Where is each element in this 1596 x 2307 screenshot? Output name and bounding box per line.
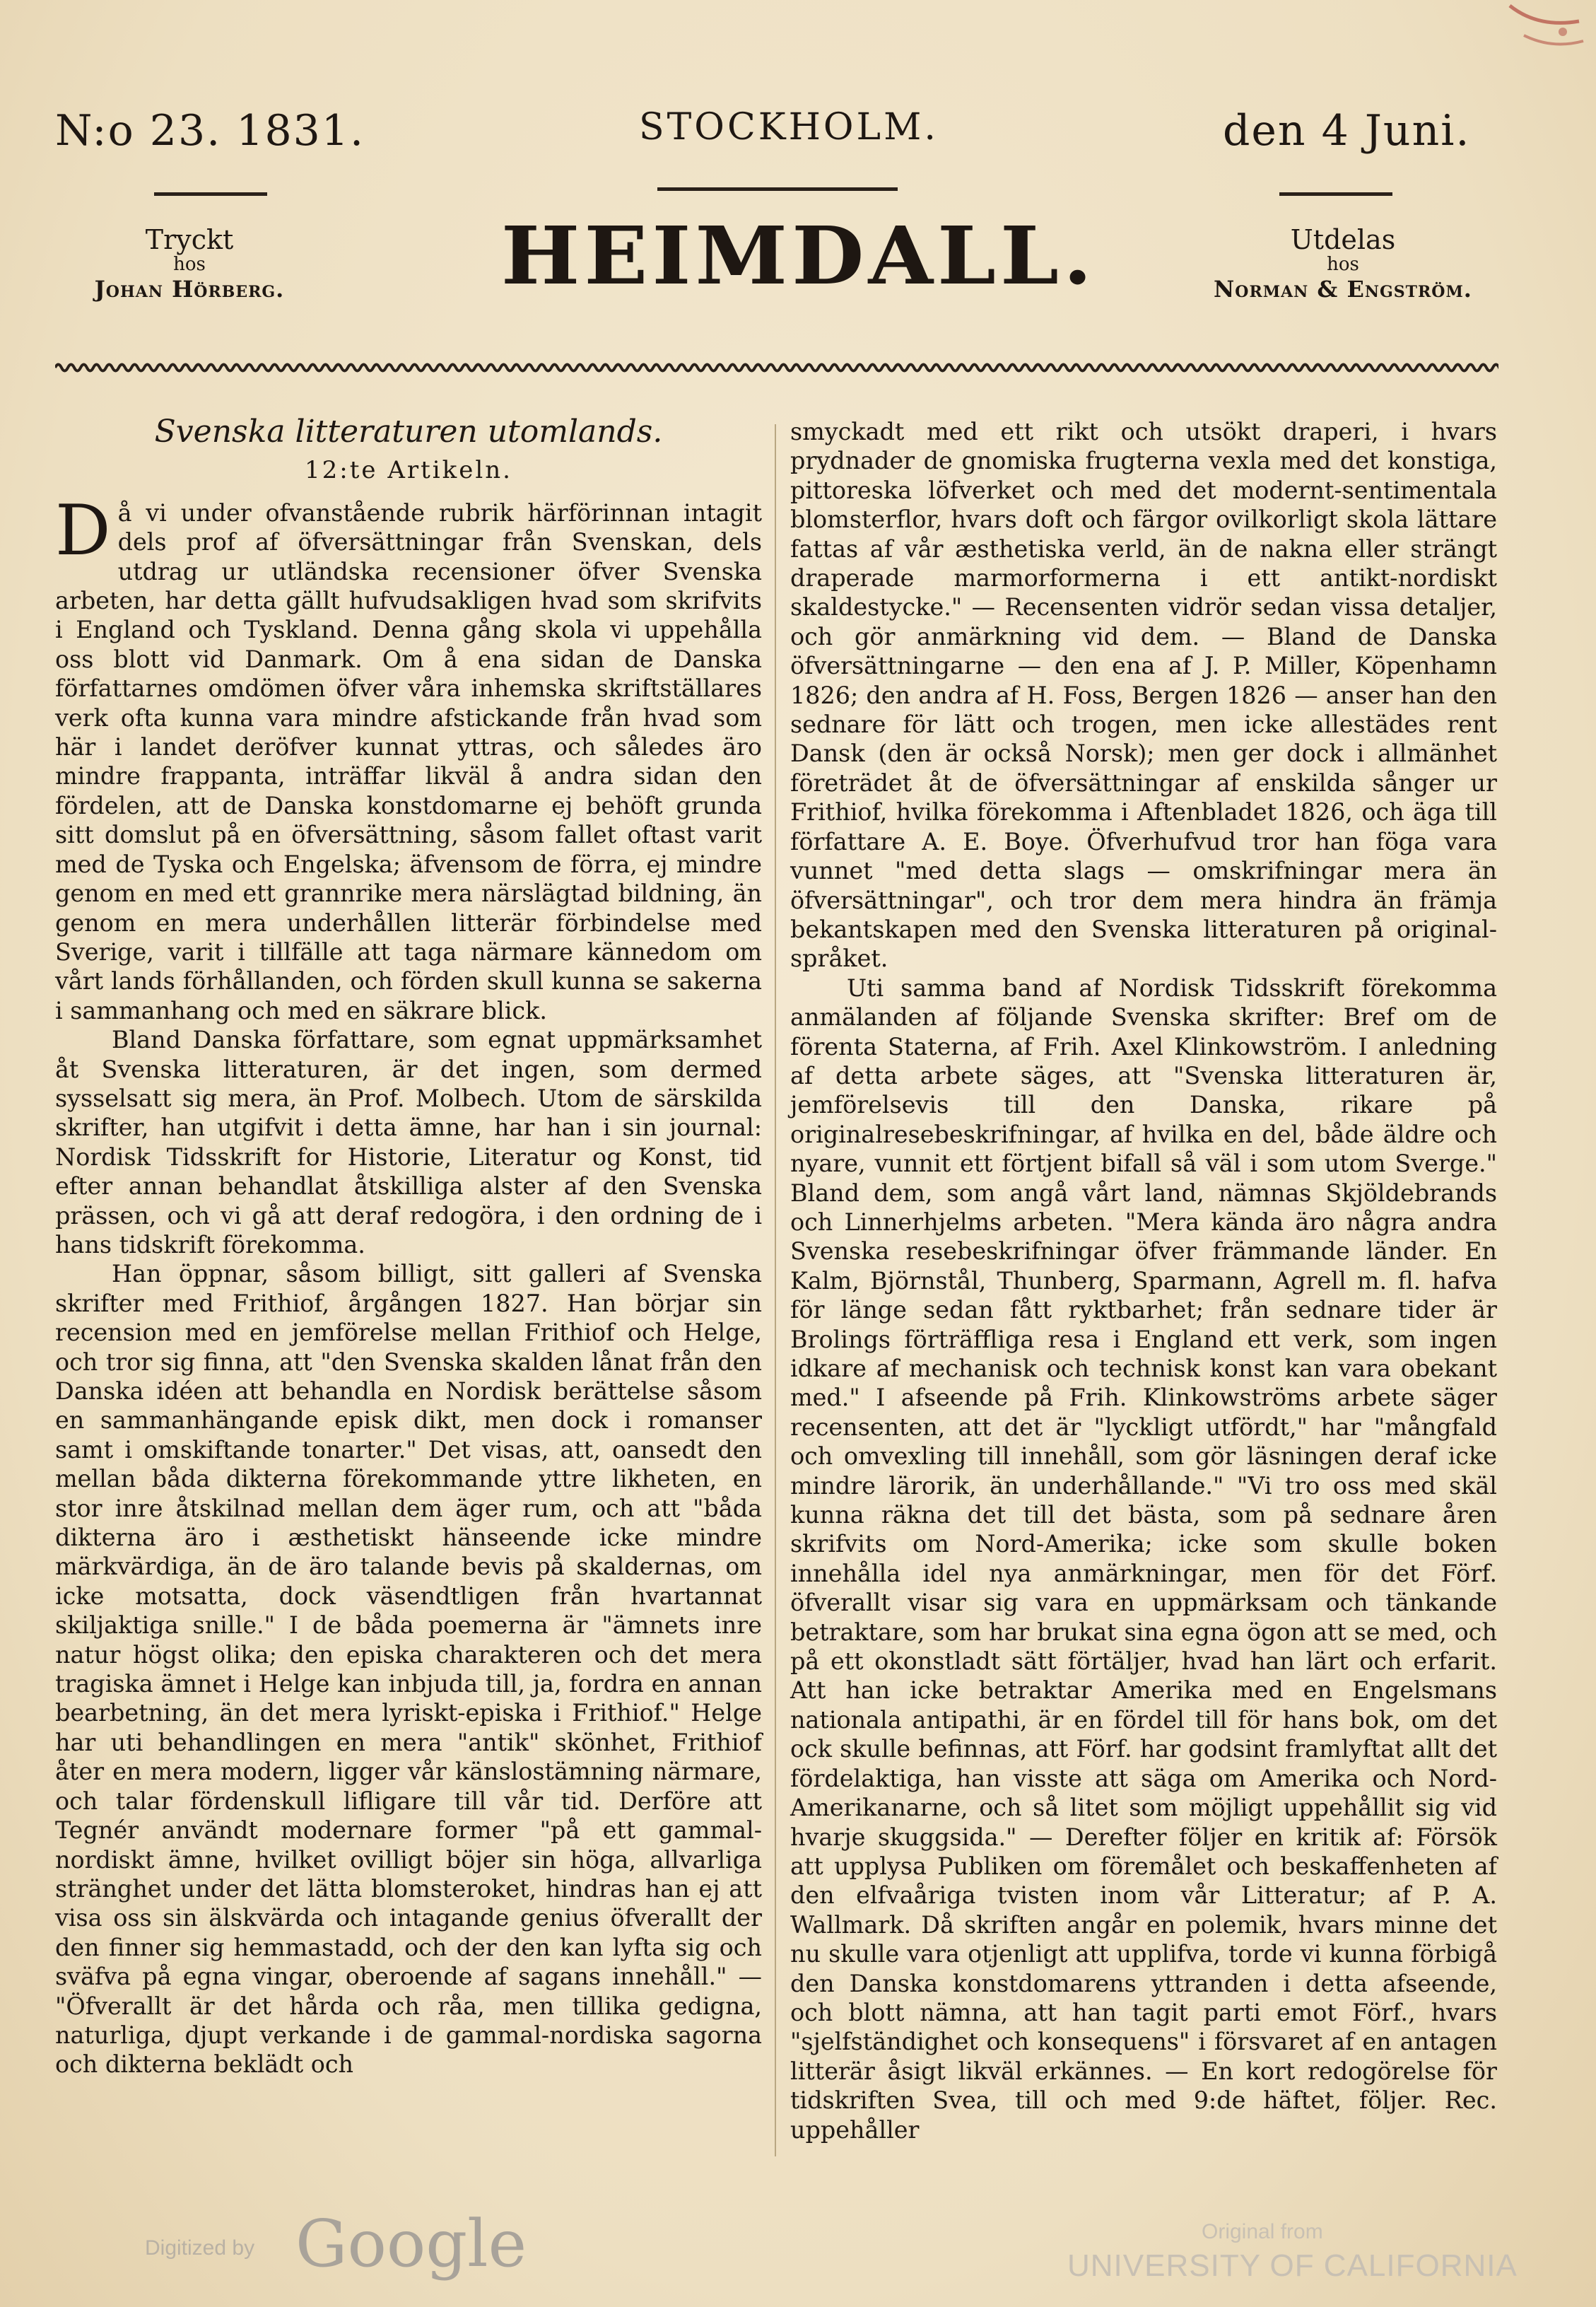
printer-name: Johan Hörberg. xyxy=(94,276,285,303)
printed-label: Tryckt xyxy=(145,224,234,255)
column-divider xyxy=(775,424,776,2156)
masthead-title: HEIMDALL. xyxy=(500,209,1097,303)
paragraph-4: smyckadt med ett rikt och utsökt draperi, i hvars prydnader de gnomiska frugterna vexla med det konstiga, pittoreska löfverket och med det modernt-sentimentala blomsterflor, hvars doft och färgor ovilkorligt skola lättare fattas af vår æsthetiska verld, än de nakna eller strängt draperade marmorformerna i ett antikt-nordiskt skaldestycke." — Recensenten vidrör sedan vissa detaljer, och gör anmärkning vid dem. — Bland de Danska öfversättningarne — den ena af J. P. Miller, Köpenhamn 1826; den andra af H. Foss, Bergen 1826 — anser han den sednare för lätt och trogen, men icke allestädes rent Dansk (den är också Norsk); men ger dock i allmänhet företrädet åt de öfversättningar af enskilda sånger ur Frithiof, hvilka förekomma i Aftenbladet 1826, och äga till författare A. E. Boye. Öfverhufvud tror han föga vara vunnet "med detta slags — omskrifningar mera än öfversättningar", och tror dem mera hindra än främja bekantskapen med den Svenska litteraturen på original-språket. xyxy=(790,418,1497,973)
digitized-by-label: Digitized by xyxy=(145,2236,255,2260)
header-rule-center xyxy=(657,187,898,191)
printer-block xyxy=(69,225,310,304)
left-column xyxy=(55,414,762,2192)
right-column xyxy=(790,417,1497,2192)
wavy-divider xyxy=(55,359,1498,376)
paragraph-2: Bland Danska författare, som egnat uppmärksamhet åt Svenska litteraturen, är det ingen, som dermed sysselsatt sig mera, än Prof. Molbech. Utom de särskilda skrifter, han utgifvit i detta ämne, har han i sin journal: Nordisk Tidsskrift for Historie, Literatur og Konst, tid efter annan behandlat åtskilliga alster af den Svenska prässen, och vi gå att deraf redogöra, i den ordning de i hans tidskrift förekomma. xyxy=(55,1026,762,1258)
university-label: UNIVERSITY OF CALIFORNIA xyxy=(1067,2248,1518,2283)
article-subtitle: 12:te Artikeln. xyxy=(305,456,512,485)
place-name: STOCKHOLM. xyxy=(639,106,939,148)
distributor-block xyxy=(1202,225,1484,304)
issue-number: N:o 23. 1831. xyxy=(55,106,365,156)
distributed-hos: hos xyxy=(1327,254,1359,275)
header-rule-right xyxy=(1279,192,1392,196)
article-title: Svenska litteraturen utomlands. xyxy=(154,414,663,450)
header-rule-left xyxy=(154,192,267,196)
paragraph-5: Uti samma band af Nordisk Tidsskrift förekomma anmälanden af följande Svenska skrifter: Bref om de förenta Staterna, af Frih. Axel Klinkowström. I anledning af detta arbete säges, att "Svenska litteraturen är, jemförelsevis till den Danska, rikare på originalresebeskrifningar, af hvilka en del, både äldre och nyare, vunnit ett förtjent bifall så väl i som utom Sverge." Bland dem, som angå vårt land, nämnas Skjöldebrands och Linnerhjelms arbeten. "Mera kända äro några andra Svenska resebeskrifningar öfver främmande länder. En Kalm, Björnstål, Thunberg, Sparmann, Agrell m. fl. hafva för länge sedan fått ryktbarhet; från sednare tider är Brolings förträffliga resa i England ett verk, som ingen idkare af mechanisk och technisk konst kan vara obekant med." I afseende på Frih. Klinkowströms arbete säger recensenten, att det är "lyckligt utfördt," har "mångfald och omvexling till innehåll, som gör läsningen deraf icke mindre lärorik, än underhållande." "Vi tro oss med skäl kunna räkna det till det bästa, som på sednare åren skrifvits om Nord-Amerika; icke som skulle boken innehålla idel nya anmärkningar, men för det Förf. öfverallt visar sig vara en uppmärksam och tänkande betraktare, som har brukat sina egna ögon att se med, och på ett okonstladt sätt förtäljer, hvad han lärt och erfarit. Att han icke betraktar Amerika med en Engelsmans nationala antipathi, är en fördel till för hans bok, om det ock skulle befinnas, att Förf. har godsint framlyftat allt det fördelaktiga, han visste att säga om Amerika och Nord-Amerikanarne, och så litet som möjligt uppehållit sig vid hvarje skuggsida." — Derefter följer en kritik af: Försök att upplysa Publiken om föremålet och beskaffenheten af den elfvaåriga tvisten inom vår Litteratur; af P. A. Wallmark. Då skriften angår en polemik, hvars minne det nu skulle vara otjenligt att upplifva, torde vi kunna förbigå den Danska konstdomarens yttranden i detta afseende, och blott nämna, att han tagit parti emot Förf., hvars "sjelfständighet och konsequens" i försvaret af en antagen litterär åsigt likväl erkännes. — En kort redogörelse för tidskriften Svea, till och med 9:de häftet, följer. Rec. uppehåller xyxy=(790,974,1497,2144)
issue-date: den 4 Juni. xyxy=(1223,106,1471,156)
library-stamp-mark xyxy=(1496,0,1588,71)
paragraph-1-text: å vi under ofvanstående rubrik härförinnan intagit dels prof af öfversättningar från Svenskan, dels utdrag ur utländska recensioner öfver Svenska arbeten, har detta gällt hufvudsakligen hvad som skrifvits i England och Tyskland. Denna gång skola vi uppehålla oss blott vid Danmark. Om å ena sidan de Danska författarnes omdömen öfver våra inhemska skriftställares verk ofta kunna vara mindre afstickande från hvad som här i landet deröfver kunnat yttras, och således äro mindre frappanta, inträffar likväl å andra sidan den fördelen, att de Danska konstdomarne ej behöft grunda sitt domslut på en öfversättning, såsom fallet oftast varit med de Tyska och Engelska; äfvensom de förra, ej mindre genom en med ett grannrike mera närslägtad bildning, än genom en mera underhållen litterär förbindelse med Sverige, varit i tillfälle att taga närmare kännedom om vårt lands förhållanden, och förden skull kunna se sakerna i sammanhang och med en säkrare blick. xyxy=(55,498,762,1024)
distributor-name: Norman & Engström. xyxy=(1214,276,1472,303)
distributed-label: Utdelas xyxy=(1290,224,1396,255)
printed-hos: hos xyxy=(173,254,206,275)
paragraph-3: Han öppnar, såsom billigt, sitt galleri af Svenska skrifter med Frithiof, årgången 1827. Han börjar sin recension med en jemförelse mellan Frithiof och Helge, och tror sig finna, att "den Svenska skalden lånat från den Danska idéen att behandla en Nordisk berättelse såsom en sammanhängande episk dikt, men dock i romanser samt i omskiftande tonarter." Det visas, att, oansedt den mellan båda dikterna förekommande yttre likheten, en stor inre åtskilnad mellan dem äger rum, och att "båda dikterna äro i æsthetiskt hänseende icke mindre märkvärdiga, än de äro talande bevis på skaldernas, om icke motsatta, dock väsendtligen från hvartannat skiljaktiga snille." I de båda poemerna är "ämnets inre natur högst olika; den episka charakteren och det mera tragiska ämnet i Helge kan inbjuda till, ja, fordra en annan bearbetning, än det mera lyriskt-episka i Frithiof." Helge har uti behandlingen en mera "antik" skönhet, Frithiof åter en mera modern, ligger vår känslostämning närmare, och talar fördenskull lifligare till vår tid. Derföre att Tegnér användt modernare former "på ett gammal-nordiskt ämne, hvilket ovilligt böjer sin höga, allvarliga stränghet under det lätta blomsteroket, hindras han ej att visa oss sin älskvärda och intagande genius öfverallt der den finner sig hemmastadd, och der den kan lyfta sig och sväfva på egna vingar, oberoende af sagans innehåll." — "Öfverallt är det hårda och råa, men tillika gedigna, naturliga, djupt verkande i de gammal-nordiska sagorna och dikterna beklädt och xyxy=(55,1260,762,2079)
original-from-label: Original from xyxy=(1202,2220,1323,2243)
paragraph-1 xyxy=(55,490,762,1025)
google-logo: Google xyxy=(295,2206,527,2282)
drop-cap: D xyxy=(55,490,111,571)
